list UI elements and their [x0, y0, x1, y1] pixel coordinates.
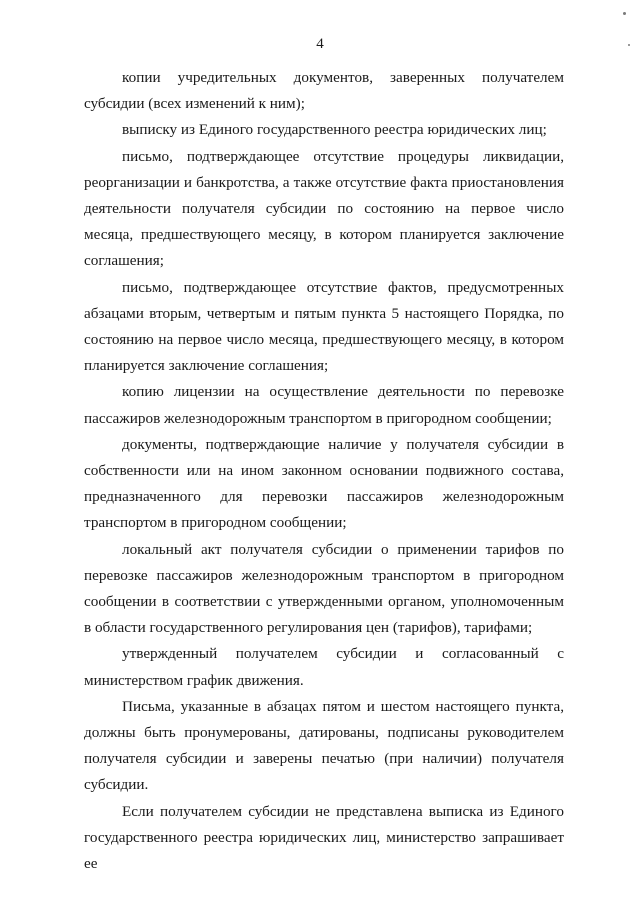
scan-speck: [623, 12, 626, 15]
paragraph: копию лицензии на осуществление деятельности по перевозке пассажиров железнодорожным транспортом в пригородном сообщении;: [84, 383, 564, 427]
paragraph: локальный акт получателя субсидии о применении тарифов по перевозке пассажиров железнодорожным транспортом в пригородном сообщении в соответствии с утвержденными органом, уполномоченным в области государственного регулирования цен (тарифов), тарифами;: [84, 540, 564, 637]
paragraph: выписку из Единого государственного реестра юридических лиц;: [122, 121, 547, 139]
paragraph: утвержденный получателем субсидии и согласованный с министерством график движения.: [84, 645, 564, 689]
paragraph: копии учредительных документов, заверенных получателем субсидии (всех изменений к ним);: [84, 69, 564, 113]
paragraph: письмо, подтверждающее отсутствие процедуры ликвидации, реорганизации и банкротства, а также отсутствие факта приостановления деятельности получателя субсидии по состоянию на первое число месяца, предшествующего месяцу, в котором планируется заключение соглашения;: [84, 147, 564, 270]
document-body: [84, 65, 564, 877]
paragraph: Письма, указанные в абзацах пятом и шестом настоящего пункта, должны быть пронумерованы, датированы, подписаны руководителем получателя субсидии и заверены печатью (при наличии) получателя субсидии.: [84, 697, 564, 794]
paragraph: Если получателем субсидии не представлена выписка из Единого государственного реестра юридических лиц, министерство запрашивает ее: [84, 802, 564, 873]
paragraph: документы, подтверждающие наличие у получателя субсидии в собственности или на ином законном основании подвижного состава, предназначенного для перевозки пассажиров железнодорожным транспортом в пригородном сообщении;: [84, 435, 564, 532]
page-number: 4: [316, 36, 324, 52]
paragraph: письмо, подтверждающее отсутствие фактов, предусмотренных абзацами вторым, четвертым и пятым пункта 5 настоящего Порядка, по состоянию на первое число месяца, предшествующего месяцу, в котором планируется заключение соглашения;: [84, 278, 564, 375]
